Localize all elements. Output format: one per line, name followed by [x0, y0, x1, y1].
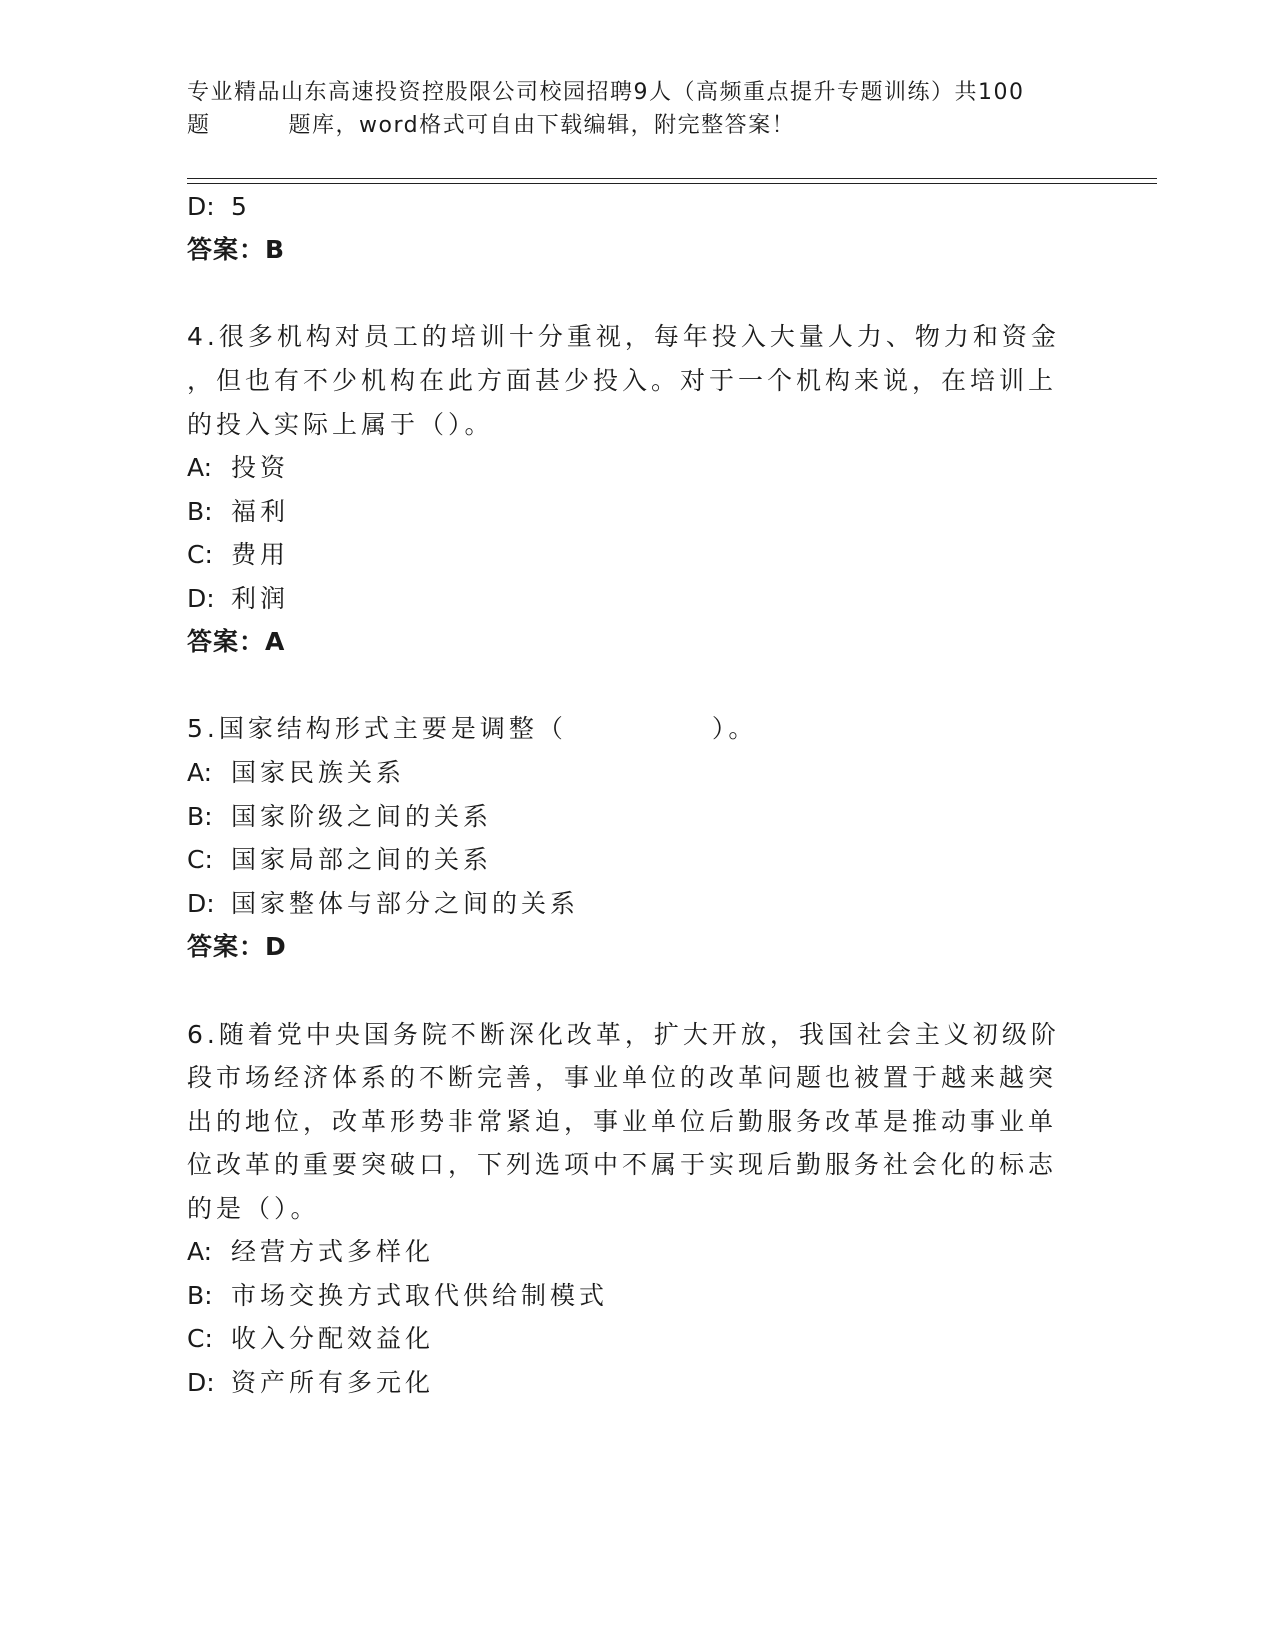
option-label: D:	[187, 1368, 215, 1397]
option-label: D:	[187, 192, 215, 221]
option-label: B:	[187, 802, 213, 831]
option-label: C:	[187, 1324, 213, 1353]
option-text: 国家局部之间的关系	[231, 845, 493, 874]
option-text: 5	[231, 192, 251, 221]
q4-stem-line-1: 4.很多机构对员工的培训十分重视，每年投入大量人力、物力和资金	[187, 322, 1060, 351]
option-label: A:	[187, 1237, 213, 1266]
q4-option-b	[187, 497, 289, 527]
page-header	[187, 76, 1107, 142]
option-label: A:	[187, 453, 213, 482]
option-text: 市场交换方式取代供给制模式	[231, 1281, 609, 1310]
option-text: 国家民族关系	[231, 758, 406, 787]
option-text: 投资	[231, 453, 290, 482]
q5-option-a	[187, 758, 405, 788]
option-text: 国家整体与部分之间的关系	[231, 889, 580, 918]
q6-option-c	[187, 1324, 434, 1354]
q4-option-a	[187, 453, 289, 483]
option-label: B:	[187, 1281, 213, 1310]
q5-option-b	[187, 802, 492, 832]
header-divider-bottom	[187, 183, 1157, 184]
q4-option-d	[187, 584, 289, 614]
option-label: D:	[187, 584, 215, 613]
q5-option-d	[187, 889, 579, 919]
q3-answer: 答案：B	[187, 235, 286, 264]
q6-option-b	[187, 1281, 608, 1311]
option-text: 费用	[231, 540, 290, 569]
option-label: D:	[187, 889, 215, 918]
option-label: B:	[187, 497, 213, 526]
header-title-line1: 专业精品山东高速投资控股限公司校园招聘9人（高频重点提升专题训练）共100	[187, 80, 1025, 105]
header-title-line2-tail: 题库，word格式可自由下载编辑，附完整答案！	[288, 113, 796, 138]
option-text: 资产所有多元化	[231, 1368, 435, 1397]
q6-stem-line-5: 的是（）。	[187, 1194, 320, 1223]
q6-stem-line-3: 出的地位，改革形势非常紧迫，事业单位后勤服务改革是推动事业单	[187, 1107, 1058, 1136]
header-title-line2-head: 题	[187, 113, 211, 138]
header-divider-top	[187, 178, 1157, 179]
q6-option-d	[187, 1368, 434, 1398]
q6-stem-line-4: 位改革的重要突破口，下列选项中不属于实现后勤服务社会化的标志	[187, 1150, 1058, 1179]
option-text: 福利	[231, 497, 290, 526]
option-label: A:	[187, 758, 213, 787]
option-text: 利润	[231, 584, 290, 613]
option-text: 收入分配效益化	[231, 1324, 435, 1353]
q6-option-a	[187, 1237, 434, 1267]
q3-option-d	[187, 192, 251, 222]
option-label: C:	[187, 845, 213, 874]
header-title-line2	[187, 109, 1107, 142]
q4-option-c	[187, 540, 289, 570]
q6-stem-line-2: 段市场经济体系的不断完善，事业单位的改革问题也被置于越来越突	[187, 1063, 1058, 1092]
option-text: 经营方式多样化	[231, 1237, 435, 1266]
q5-answer: 答案：D	[187, 932, 287, 961]
option-label: C:	[187, 540, 213, 569]
q4-stem-line-2: ，但也有不少机构在此方面甚少投入。对于一个机构来说，在培训上	[187, 366, 1058, 395]
q5-option-c	[187, 845, 492, 875]
q6-stem-line-1: 6.随着党中央国务院不断深化改革，扩大开放，我国社会主义初级阶	[187, 1020, 1060, 1049]
q5-stem-line-1: 5.国家结构形式主要是调整（ ）。	[187, 714, 758, 743]
q4-answer: 答案：A	[187, 627, 286, 656]
option-text: 国家阶级之间的关系	[231, 802, 493, 831]
q4-stem-line-3: 的投入实际上属于（）。	[187, 410, 494, 439]
